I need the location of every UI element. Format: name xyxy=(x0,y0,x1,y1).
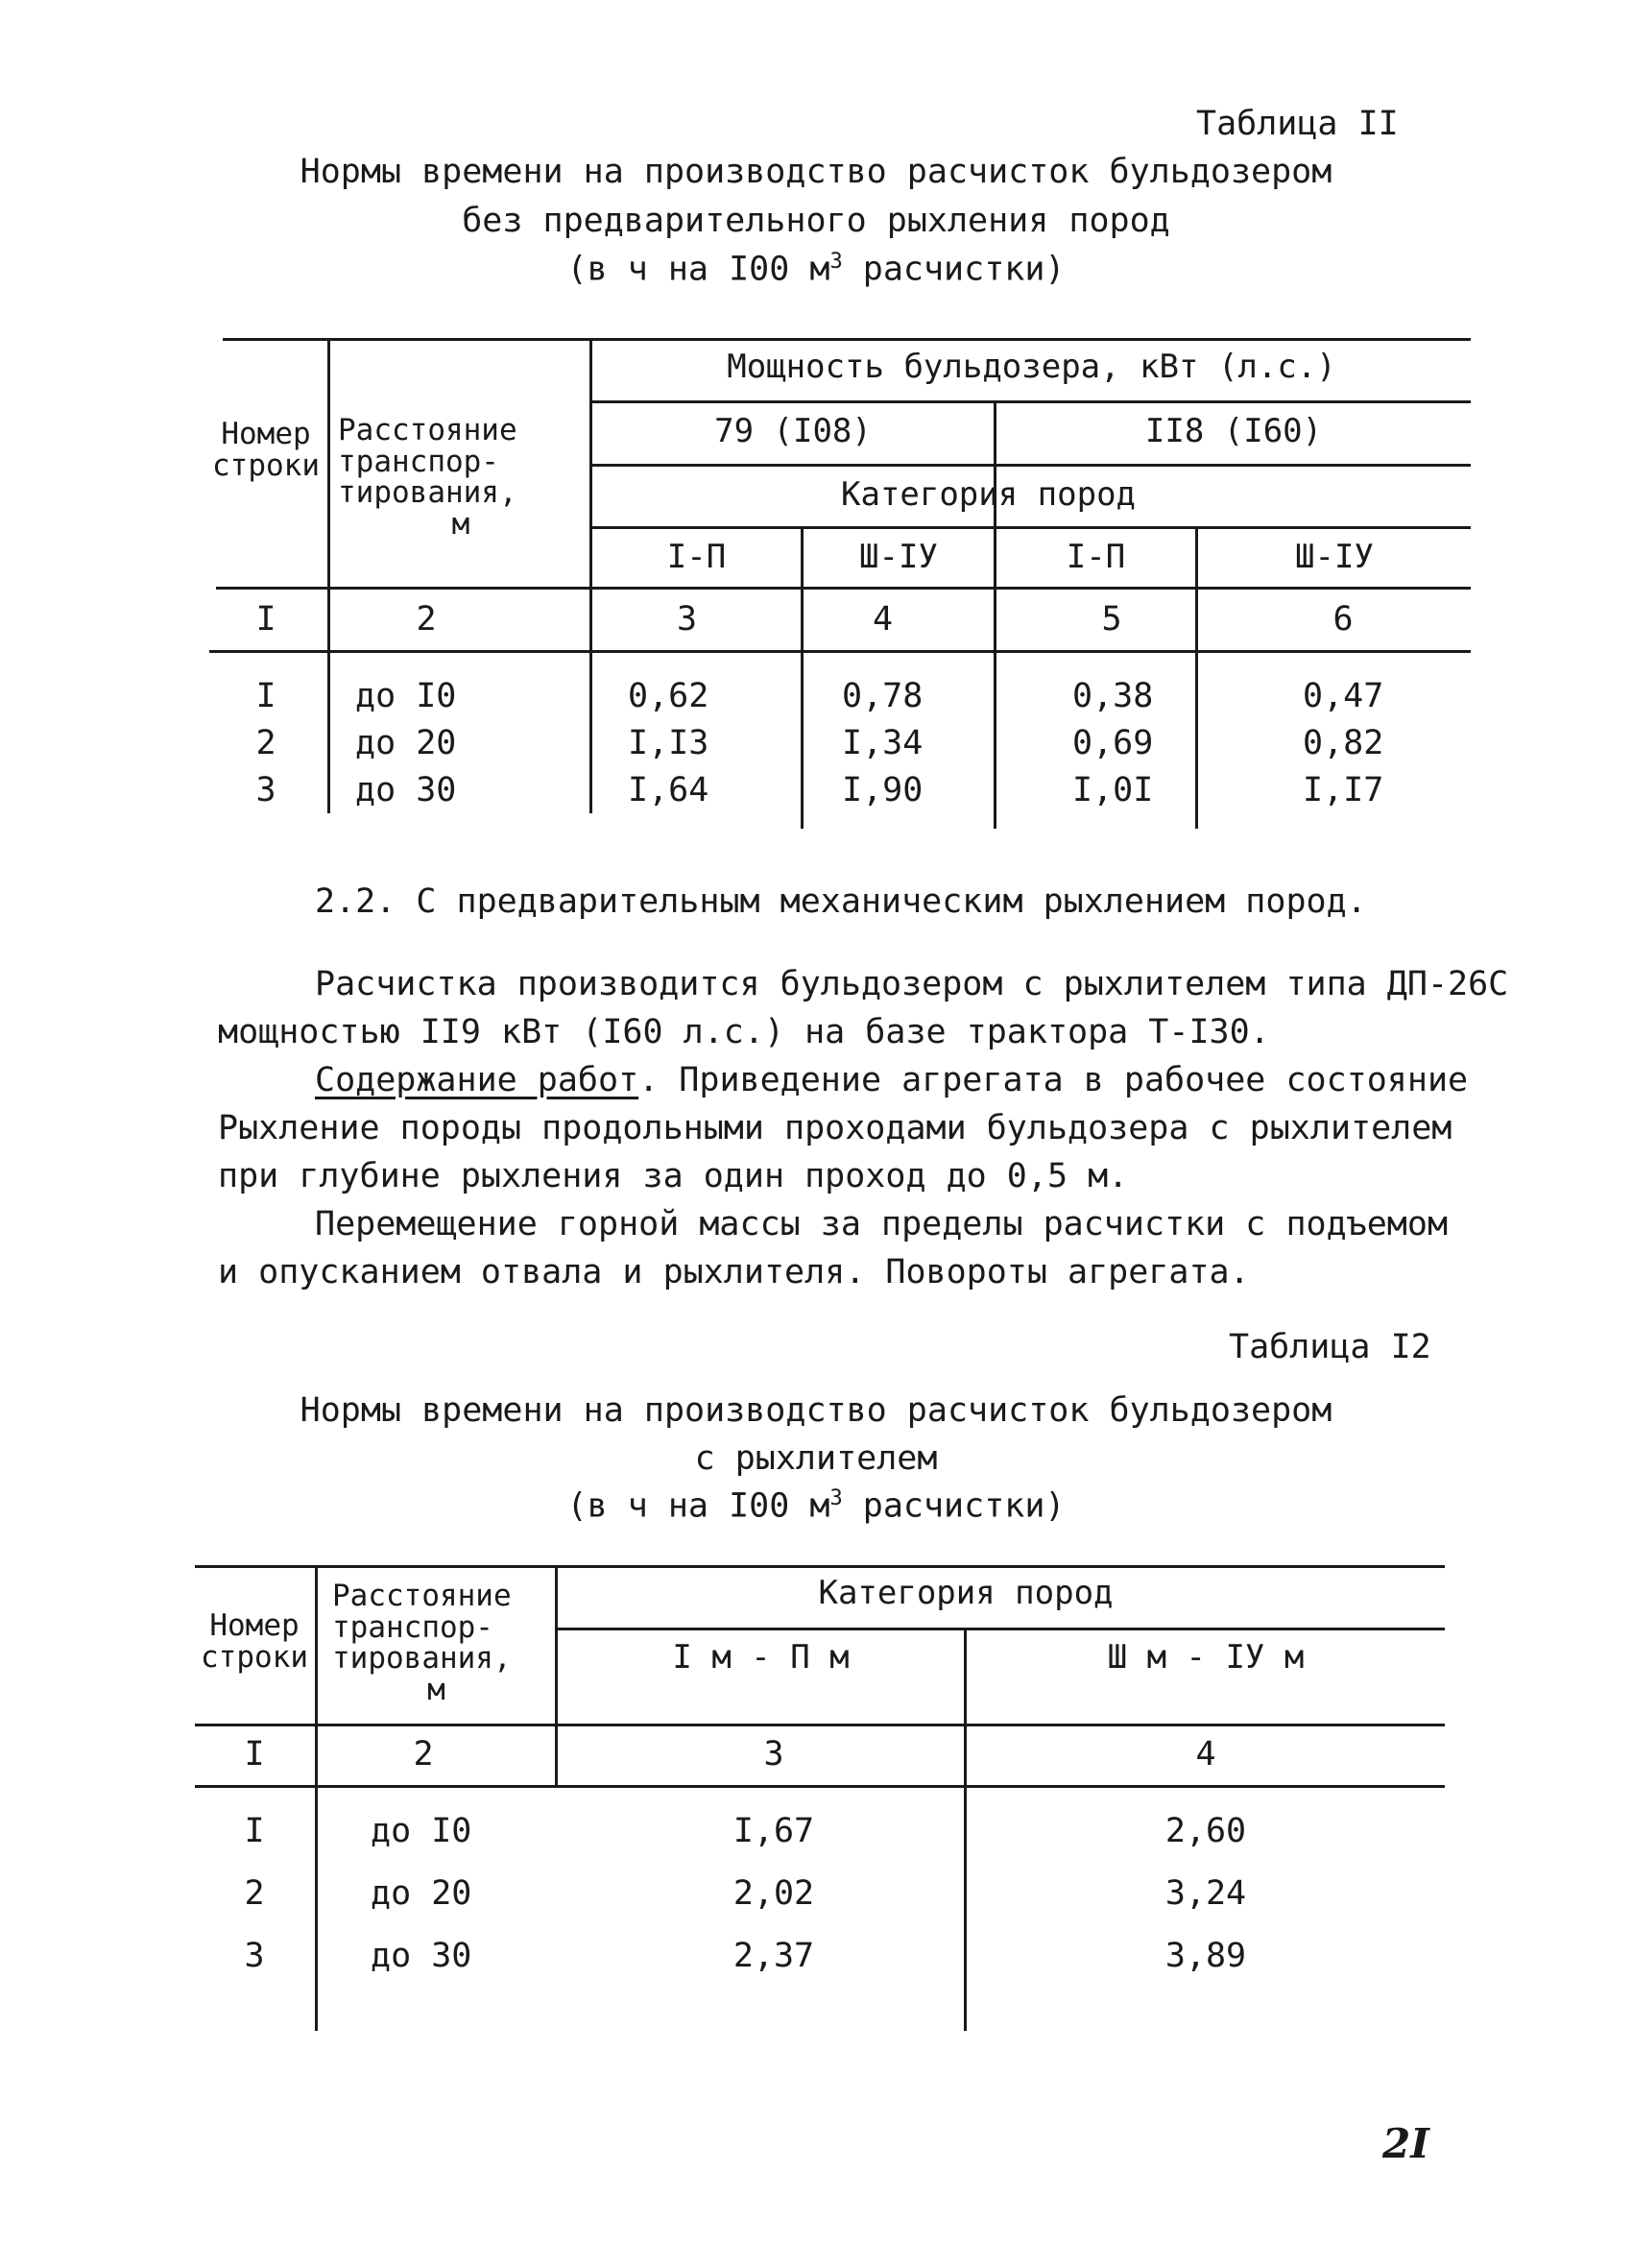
table11-title-line1: Нормы времени на производство расчисток бульдозером xyxy=(300,153,1332,191)
table11-cat-col-4: Ш-IУ xyxy=(1295,538,1374,576)
table11-units: (в ч на I00 $м^3$ расчистки) xyxy=(566,250,1066,289)
table11-title-line2: без предварительного рыхления пород xyxy=(462,202,1170,240)
table11-cat-col-2: Ш-IУ xyxy=(859,538,938,576)
table11-cat-col-3: I-П xyxy=(1066,538,1126,576)
table11-label: Таблица II xyxy=(1196,105,1399,143)
page-number: 2I xyxy=(1382,2120,1429,2167)
section-heading: 2.2. С предварительным механическим рыхлением пород. xyxy=(315,882,1367,921)
table12-label: Таблица I2 xyxy=(1229,1328,1431,1366)
table12-header-distance: Расстояние транспор- тирования, м xyxy=(332,1579,512,1707)
table11-header-distance: Расстояние транспор- тирования, м xyxy=(338,413,517,542)
table11-header-power-b: II8 (I60) xyxy=(1144,412,1323,450)
table12-header-row-no: Номер строки xyxy=(201,1608,308,1675)
table11-header-category: Категория пород xyxy=(840,475,1137,514)
table12-units: (в ч на I00 $м^3$ расчистки) xyxy=(566,1486,1066,1526)
table12-title-line2: с рыхлителем xyxy=(694,1439,938,1478)
table11-header-power-a: 79 (I08) xyxy=(714,412,872,450)
table12-title-line1: Нормы времени на производство расчисток бульдозером xyxy=(300,1391,1332,1430)
table11-cat-col-1: I-П xyxy=(666,538,727,576)
table11-header-row-no: Номер строки xyxy=(212,417,320,483)
content-label: Содержание работ xyxy=(315,1061,639,1099)
table12-cat-col-2: Ш м - IУ м xyxy=(1107,1638,1305,1677)
table12-header-category: Категория пород xyxy=(818,1574,1114,1612)
table11-header-power: Мощность бульдозера, кВт (л.с.) xyxy=(727,348,1336,386)
table12-cat-col-1: I м - П м xyxy=(672,1638,850,1677)
